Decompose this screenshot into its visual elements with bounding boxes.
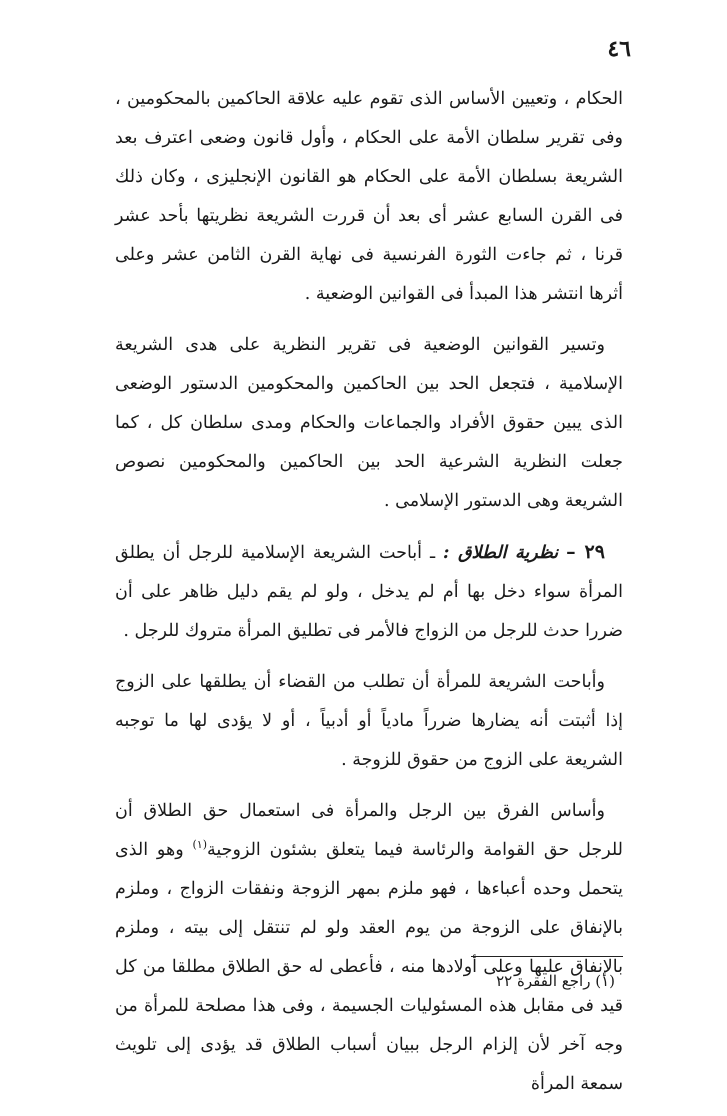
page-number: ٤٦ bbox=[607, 36, 631, 62]
paragraph-1: الحكام ، وتعيين الأساس الذى تقوم عليه علاقة الحاكمين بالمحكومين ، وفى تقرير سلطان الأمة على الحكام ، وأول قانون وضعى اعترف بعد الشريعة بسلطان الأمة على الحكام هو القانون الإنجليزى ، وكان ذلك فى القرن السابع عشر أى بعد أن قررت الشريعة نظريتها بأحد عشر قرنا ، ثم جاءت الثورة الفرنسية فى نهاية القرن الثامن عشر وعلى أثرها انتشر هذا المبدأ فى القوانين الوضعية . bbox=[115, 89, 623, 304]
body-text bbox=[115, 80, 623, 1116]
paragraph-2: وتسير القوانين الوضعية فى تقرير النظرية على هدى الشريعة الإسلامية ، فتجعل الحد بين الحاكمين والمحكومين الدستور الوضعى الذى يبين حقوق الأفراد والجماعات والحكام ومدى سلطان كل ، كما جعلت النظرية الشرعية الحد بين الحاكمين والمحكومين نصوص الشريعة وهى الدستور الإسلامى . bbox=[115, 335, 623, 511]
paragraph-3 bbox=[115, 533, 623, 651]
paragraph-3-text: ـ أباحت الشريعة الإسلامية للرجل أن يطلق المرأة سواء دخل بها أم لم يدخل ، ولو لم يقم دليل ظاهر على أن ضررا حدث للرجل من الزواج فالأمر فى تطليق المرأة متروك للرجل . bbox=[115, 543, 623, 641]
paragraph-5-text-b: وهو الذى يتحمل وحده أعباءها ، فهو ملزم بمهر الزوجة ونفقات الزواج ، وملزم بالإنفاق على الزوجة من يوم العقد ولو لم تنتقل إلى بيته ، وملزم بالإنفاق عليها وعلى أولادها منه ، فأعطى له حق الطلاق مطلقا من كل قيد فى مقابل هذه المسئوليات الجسيمة ، وفى هذا مصلحة للمرأة من وجه آخر لأن إلزام الرجل ببيان أسباب الطلاق قد يؤدى إلى تلويث سمعة المرأة bbox=[115, 840, 623, 1094]
paragraph-5-text-a: وأساس الفرق بين الرجل والمرأة فى استعمال حق الطلاق أن للرجل حق القوامة والرئاسة فيما يتعلق بشئون الزوجية bbox=[115, 801, 623, 860]
paragraph-5 bbox=[115, 792, 623, 1104]
footnote: (١) راجع الفقرة ٢٢ bbox=[496, 972, 615, 990]
section-number: ٢٩ – bbox=[566, 541, 605, 563]
paragraph-4: وأباحت الشريعة للمرأة أن تطلب من القضاء أن يطلقها على الزوج إذا أثبتت أنه يضارها ضرراً مادياً أو أدبياً ، أو لا يؤدى لها ما توجبه الشريعة على الزوج من حقوق للزوجة . bbox=[115, 672, 623, 770]
footnote-reference: (١) bbox=[192, 838, 208, 852]
section-title: نظرية الطلاق : bbox=[443, 543, 559, 563]
footnote-divider bbox=[471, 956, 623, 957]
